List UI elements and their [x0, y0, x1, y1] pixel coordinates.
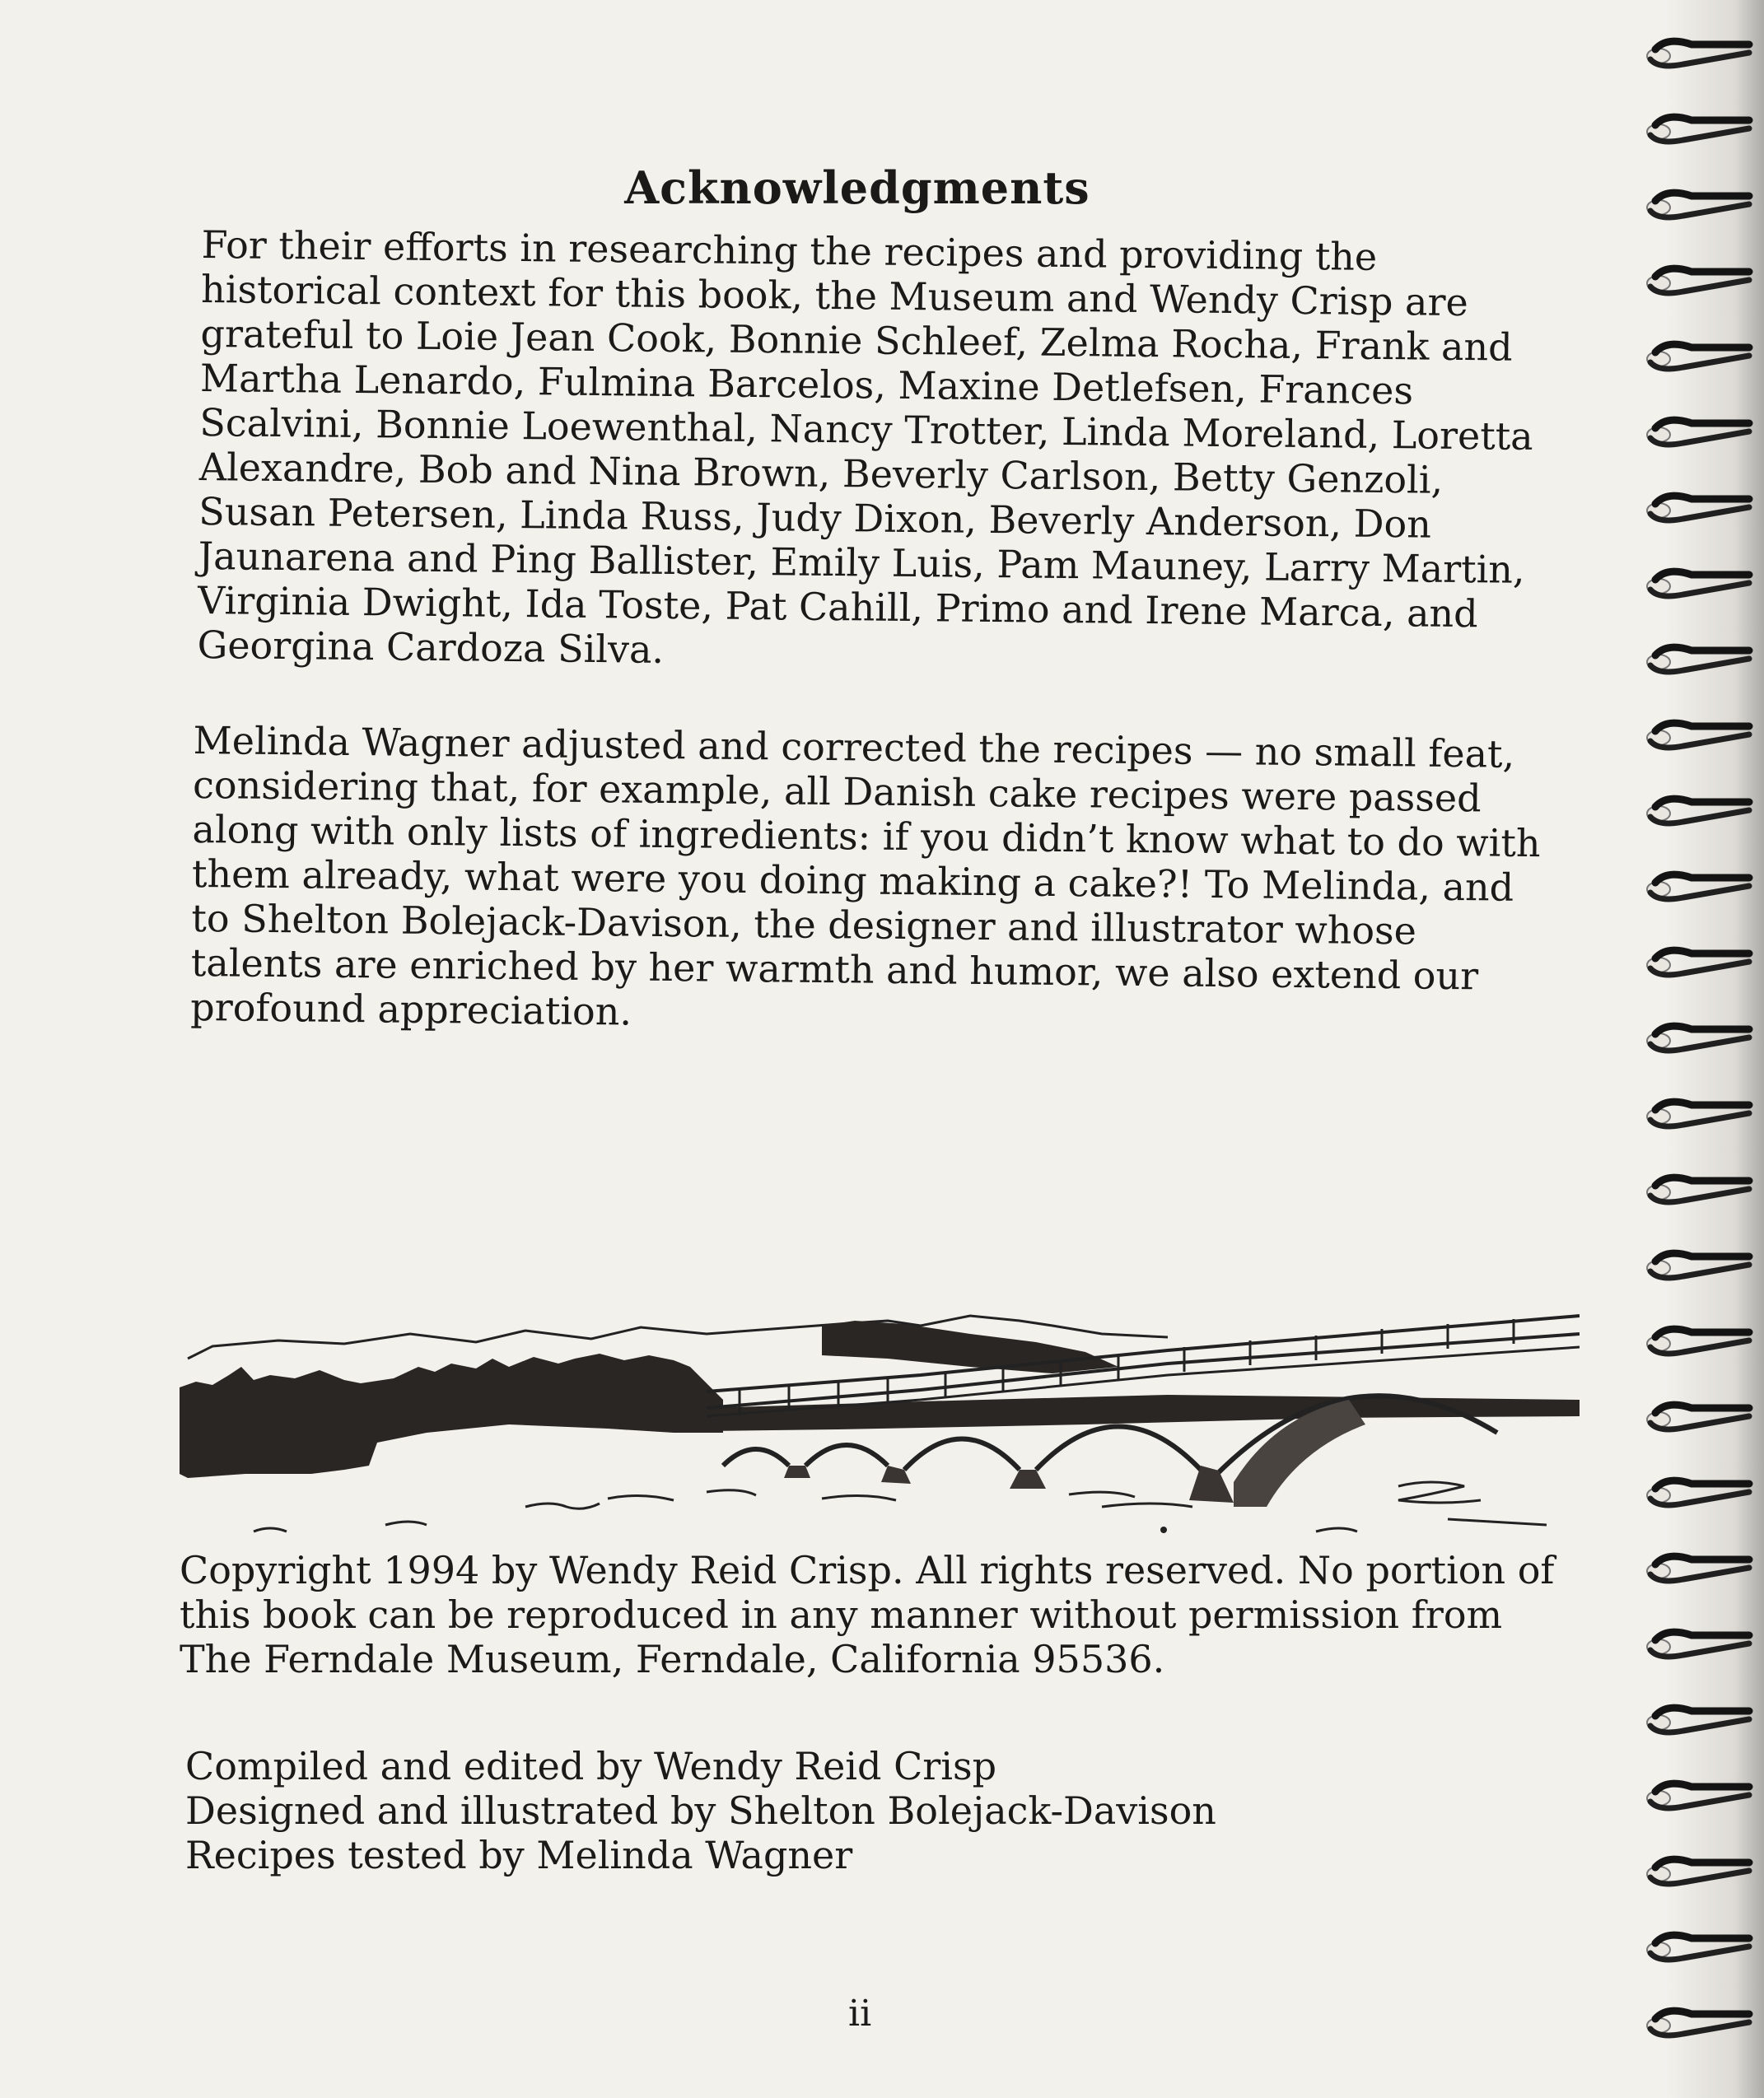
- credits-block: [185, 1744, 1421, 1877]
- spiral-loop: [1647, 1405, 1749, 1429]
- spiral-loop: [1647, 420, 1749, 445]
- spiral-loop: [1647, 1632, 1749, 1657]
- spiral-loop: [1647, 1253, 1749, 1278]
- spiral-loop: [1647, 1329, 1749, 1354]
- spiral-loop: [1647, 874, 1749, 899]
- spiral-loop: [1647, 1556, 1749, 1581]
- spiral-loop: [1647, 799, 1749, 823]
- acknowledgments-paragraph-2: Melinda Wagner adjusted and corrected the recipes — no small feat, considering that, for example, all Danish cake recipes were passed along with only lists of ingredients: if you didn’t know what to do with them already, what were you doing making a cake?! To Melinda, and to Shelton Bolejack-Davison, the designer and illustrator whose talents are enriched by her warmth and humor, we also extend our profound appreciation.: [190, 718, 1541, 1034]
- page-number: ii: [848, 1993, 872, 2035]
- bridge-landscape-illustration: [180, 1309, 1580, 1548]
- spiral-loop: [1647, 41, 1749, 66]
- credit-designed: Designed and illustrated by Shelton Bolejack-Davison: [185, 1788, 1216, 1833]
- spiral-loop: [1647, 117, 1749, 142]
- spiral-loop: [1647, 193, 1749, 217]
- acknowledgments-paragraph-1: For their efforts in researching the recipes and providing the historical context for this book, the Museum and Wendy Crisp are grateful to Loie Jean Cook, Bonnie Schleef, Zelma Rocha, Frank and Martha Lenardo, Fulmina Barcelos, Maxine Detlefsen, Frances Scalvini, Bonnie Loewenthal, Nancy Trotter, Linda Moreland, Loretta Alexandre, Bob and Nina Brown, Beverly Carlson, Betty Genzoli, Susan Petersen, Linda Russ, Judy Dixon, Beverly Anderson, Don Jaunarena and Ping Ballister, Emily Luis, Pam Mauney, Larry Martin, Virginia Dwight, Ida Toste, Pat Cahill, Primo and Irene Marca, and Georgina Cardoza Silva.: [197, 222, 1533, 672]
- spiral-loop: [1647, 1859, 1749, 1884]
- credit-tested: Recipes tested by Melinda Wagner: [185, 1833, 853, 1877]
- spiral-loop: [1647, 950, 1749, 975]
- spiral-loop: [1647, 647, 1749, 672]
- spiral-loop: [1647, 571, 1749, 596]
- copyright-notice: Copyright 1994 by Wendy Reid Crisp. All rights reserved. No portion of this book can be reproduced in any manner without permission from The Ferndale Museum, Ferndale, California 95536.: [180, 1548, 1555, 1681]
- spiral-loop: [1647, 1026, 1749, 1051]
- page-title: Acknowledgments: [624, 161, 1090, 215]
- spiral-binding-icon: [1634, 25, 1757, 2083]
- spiral-loop: [1647, 268, 1749, 293]
- spiral-loop: [1647, 1480, 1749, 1505]
- spiral-loop: [1647, 1177, 1749, 1202]
- spiral-loop: [1647, 344, 1749, 369]
- spiral-loop: [1647, 1935, 1749, 1960]
- spiral-loop: [1647, 2011, 1749, 2035]
- credit-compiled: Compiled and edited by Wendy Reid Crisp: [185, 1744, 997, 1788]
- spiral-loop: [1647, 723, 1749, 748]
- spiral-loop: [1647, 496, 1749, 520]
- spiral-loop: [1647, 1708, 1749, 1732]
- spiral-loop: [1647, 1783, 1749, 1808]
- spiral-loop: [1647, 1102, 1749, 1126]
